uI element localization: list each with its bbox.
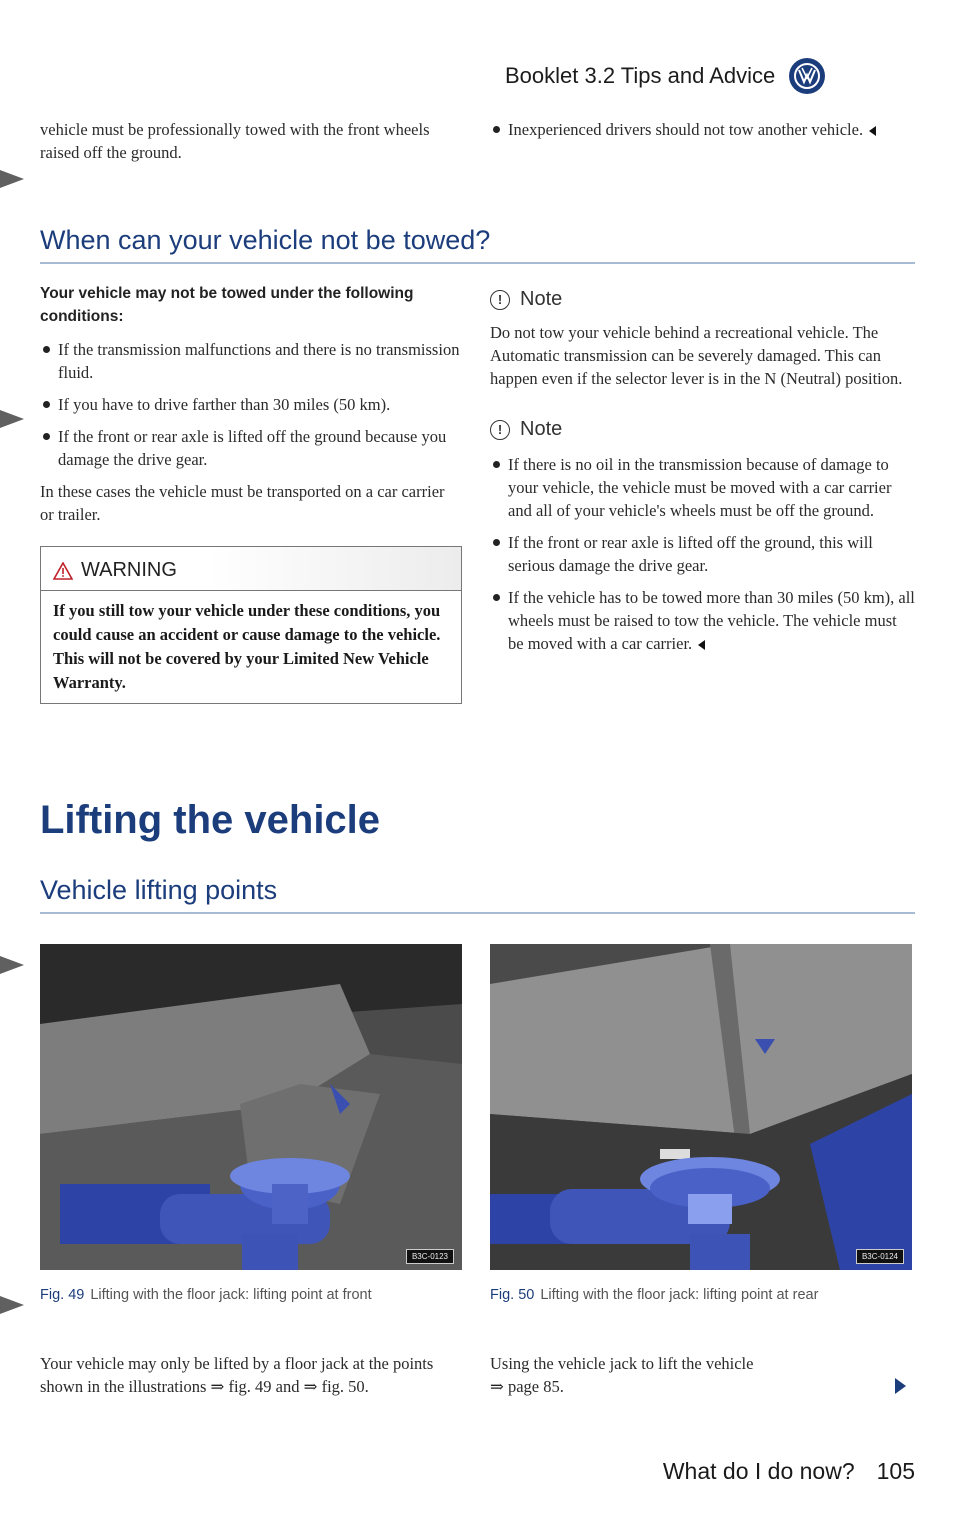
section-rule bbox=[40, 262, 915, 264]
page-footer bbox=[640, 1458, 915, 1485]
list-item: If the vehicle has to be towed more than 30 miles (50 km), all wheels must be raised to tow the vehicle. The vehicle must be moved with a car carrier. bbox=[490, 586, 915, 655]
warning-triangle-icon bbox=[53, 562, 73, 580]
continued-paragraph: vehicle must be professionally towed with the front wheels raised off the ground. bbox=[40, 120, 430, 162]
figure-code: B3C-0124 bbox=[856, 1249, 904, 1264]
list-item: If the front or rear axle is lifted off the ground, this will serious damage the drive gear. bbox=[490, 531, 915, 577]
list-item: If there is no oil in the transmission because of damage to your vehicle, the vehicle must be moved with a car carrier and all of your vehicle's wheels must be off the ground. bbox=[490, 453, 915, 522]
figure-49-image bbox=[40, 944, 462, 1270]
continued-next-page-icon bbox=[895, 1378, 906, 1394]
section-rule bbox=[40, 912, 915, 914]
figure-50-caption: Fig. 50 Lifting with the floor jack: lifting point at rear bbox=[490, 1287, 819, 1303]
margin-marker bbox=[0, 410, 24, 428]
warning-box bbox=[40, 546, 462, 704]
page-number: 105 bbox=[876, 1458, 915, 1484]
list-item: If the transmission malfunctions and there is no transmission fluid. bbox=[40, 338, 462, 384]
note-header bbox=[490, 288, 915, 311]
note-icon: ! bbox=[490, 420, 510, 440]
towing-conditions bbox=[40, 282, 462, 704]
vw-logo-icon bbox=[789, 58, 825, 94]
end-of-section-icon bbox=[869, 126, 876, 136]
figure-50-image bbox=[490, 944, 912, 1270]
margin-marker bbox=[0, 956, 24, 974]
margin-marker bbox=[0, 1296, 24, 1314]
end-of-section-icon bbox=[698, 640, 705, 650]
warning-text: If you still tow your vehicle under these conditions, you could cause an accident or cause damage to the vehicle. This will not be covered by your Limited New Vehicle Warranty. bbox=[41, 590, 461, 703]
lifting-points-paragraph: Your vehicle may only be lifted by a floor jack at the points shown in the illustrations ⇒ fig. 49 and ⇒ fig. 50. bbox=[40, 1354, 434, 1396]
transport-paragraph: In these cases the vehicle must be transported on a car carrier or trailer. bbox=[40, 482, 445, 524]
figure-49-caption: Fig. 49 Lifting with the floor jack: lifting point at front bbox=[40, 1287, 372, 1303]
conditions-intro: Your vehicle may not be towed under the following conditions: bbox=[40, 285, 414, 325]
booklet-title: Booklet 3.2 Tips and Advice bbox=[505, 63, 776, 88]
note-text: Do not tow your vehicle behind a recreational vehicle. The Automatic transmission can be severely damaged. This can happen even if the selector lever is in the N (Neutral) position. bbox=[490, 323, 903, 388]
subsection-heading: Vehicle lifting points bbox=[40, 875, 278, 905]
top-right-block bbox=[490, 118, 910, 150]
figure-number: Fig. 49 bbox=[40, 1287, 85, 1303]
figure-number: Fig. 50 bbox=[490, 1287, 535, 1303]
chapter-heading: Lifting the vehicle bbox=[40, 798, 381, 842]
section-heading: When can your vehicle not be towed? bbox=[40, 225, 491, 255]
running-header bbox=[505, 58, 905, 94]
warning-header bbox=[41, 547, 461, 590]
note-label: Note bbox=[520, 418, 563, 440]
note-header bbox=[490, 418, 915, 441]
warning-label: WARNING bbox=[81, 559, 177, 581]
footer-section: What do I do now? bbox=[662, 1458, 855, 1484]
note-icon: ! bbox=[490, 290, 510, 310]
list-item: If the front or rear axle is lifted off the ground because you damage the drive gear. bbox=[40, 425, 462, 471]
note-label: Note bbox=[520, 288, 563, 310]
fig-49-link[interactable]: fig. 49 bbox=[228, 1377, 272, 1396]
figure-code: B3C-0123 bbox=[406, 1249, 454, 1264]
page-85-link[interactable]: page 85. bbox=[507, 1377, 564, 1396]
notes-column bbox=[490, 288, 915, 664]
margin-marker bbox=[0, 170, 24, 188]
fig-50-link[interactable]: fig. 50. bbox=[321, 1377, 369, 1396]
list-item: Inexperienced drivers should not tow another vehicle. bbox=[490, 118, 910, 141]
jack-reference-paragraph: Using the vehicle jack to lift the vehicle ⇒ page 85. bbox=[490, 1354, 754, 1396]
list-item: If you have to drive farther than 30 miles (50 km). bbox=[40, 393, 462, 416]
